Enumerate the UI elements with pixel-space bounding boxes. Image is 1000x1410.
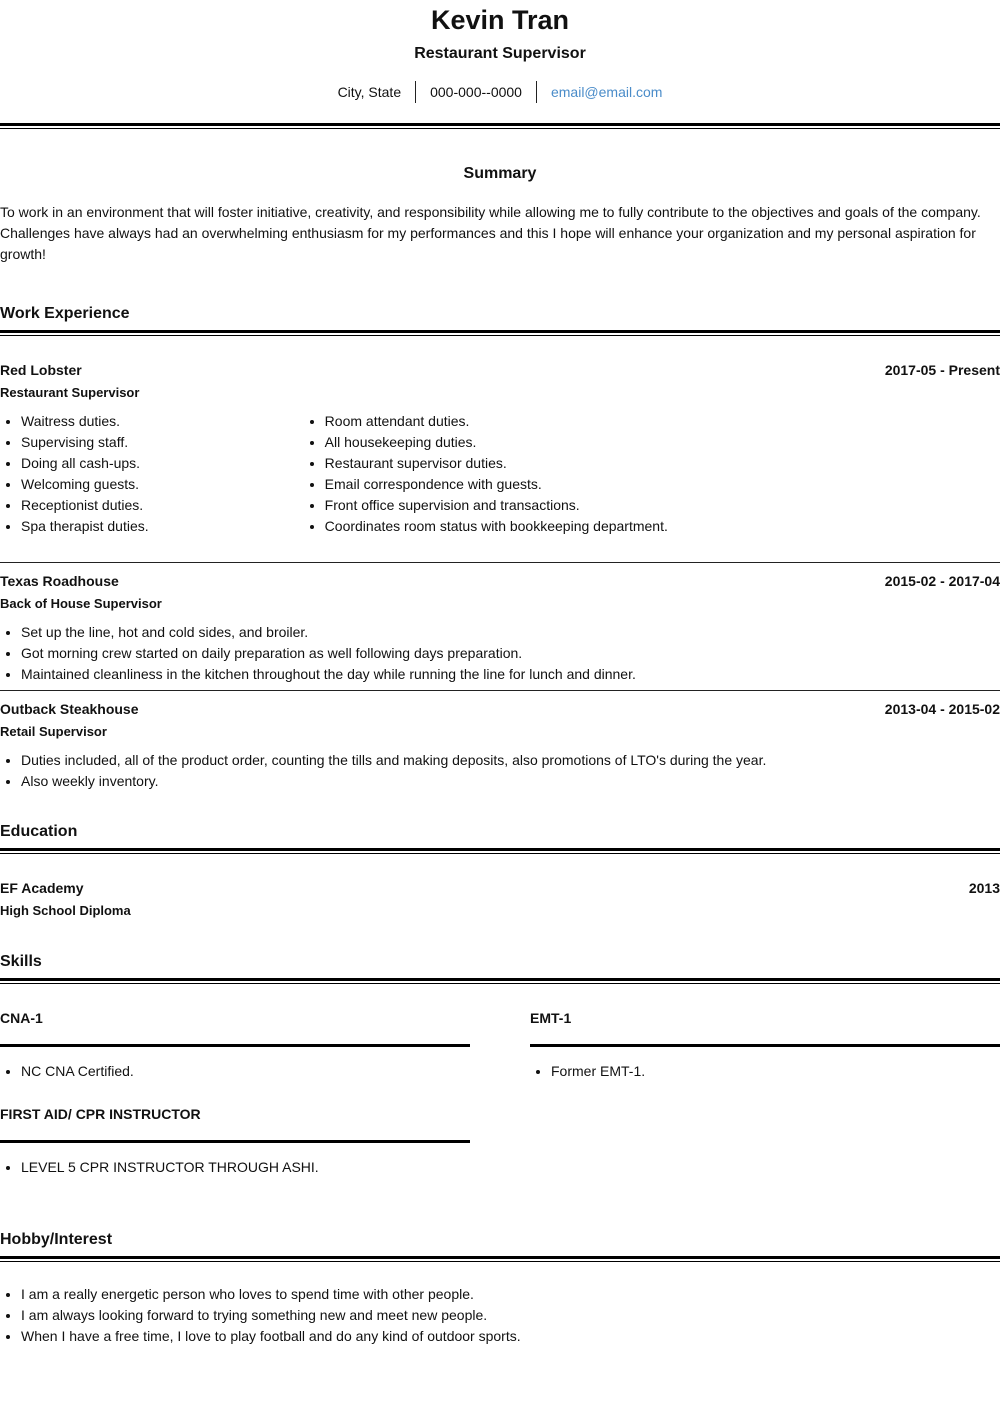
list-item: • Duties included, all of the product order, counting the tills and making deposits, also promotions of LTO's during the year. [21,750,1000,771]
list-item: • Set up the line, hot and cold sides, and broiler. [21,622,1000,643]
job-dates: 2015-02 - 2017-04 [884,573,1000,589]
list-item: • Former EMT-1. [551,1061,1000,1082]
job-dates: 2013-04 - 2015-02 [884,701,1000,717]
section-divider [0,848,1000,854]
list-item: • Coordinates room status with bookkeeping department. [325,516,1000,537]
skills-grid [0,1104,1000,1178]
skill-divider [0,1140,470,1143]
job-entry [0,699,1000,792]
bullet-list-right [304,411,1000,537]
skill-divider [0,1044,470,1047]
bullet-list [0,750,1000,792]
job-bullets [0,403,1000,537]
job-divider [0,690,1000,691]
job-header [0,699,1000,719]
list-item: • All housekeeping duties. [325,432,1000,453]
section-divider [0,978,1000,984]
skill-entry [0,1008,470,1082]
list-item: • Waitress duties. [21,411,304,432]
header-divider [0,123,1000,129]
list-item: • I am a really energetic person who loves to spend time with other people. [21,1284,1000,1305]
list-item: • Maintained cleanliness in the kitchen throughout the day while running the line for lunch and dinner. [21,664,1000,685]
school-name: EF Academy [0,880,84,896]
job-role: Back of House Supervisor [0,596,162,611]
list-item: • Supervising staff. [21,432,304,453]
job-divider [0,562,1000,563]
skill-details [0,1157,470,1178]
resume-header [0,0,1000,103]
list-item: • Got morning crew started on daily preparation as well following days preparation. [21,643,1000,664]
job-role: Restaurant Supervisor [0,385,140,400]
list-item: • Welcoming guests. [21,474,304,495]
skills-heading: Skills [0,953,42,970]
degree-name: High School Diploma [0,903,131,918]
list-item: • When I have a free time, I love to play football and do any kind of outdoor sports. [21,1326,1000,1347]
education-heading: Education [0,823,78,840]
hobby-heading: Hobby/Interest [0,1231,113,1248]
skills-grid [0,1008,1000,1082]
list-item: • LEVEL 5 CPR INSTRUCTOR THROUGH ASHI. [21,1157,470,1178]
company-name: Texas Roadhouse [0,573,119,589]
bullet-list-left [0,411,304,537]
list-item: • I am always looking forward to trying something new and meet new people. [21,1305,1000,1326]
hobby-list [0,1284,1000,1347]
section-divider [0,330,1000,336]
skill-name: FIRST AID/ CPR INSTRUCTOR [0,1106,201,1122]
education-entry [0,878,1000,921]
education-year: 2013 [968,880,1000,896]
skill-entry [0,1104,470,1178]
job-header [0,571,1000,591]
work-experience-heading: Work Experience [0,305,130,322]
job-entry [0,571,1000,685]
list-item: • NC CNA Certified. [21,1061,470,1082]
summary-heading: Summary [463,165,537,182]
job-header [0,360,1000,380]
company-name: Red Lobster [0,362,82,378]
list-item: • Spa therapist duties. [21,516,304,537]
list-item: • Front office supervision and transactions. [325,495,1000,516]
candidate-name: Kevin Tran [430,5,570,35]
job-dates: 2017-05 - Present [884,362,1000,378]
list-item: • Room attendant duties. [325,411,1000,432]
skill-entry [530,1008,1000,1082]
job-role: Retail Supervisor [0,724,107,739]
education-header [0,878,1000,898]
skill-name: EMT-1 [530,1010,572,1026]
list-item: • Email correspondence with guests. [325,474,1000,495]
summary-text: To work in an environment that will foster initiative, creativity, and responsibility while allowing me to fully contribute to the objectives and goals of the company. Challenges have always had an overwhelming enthusiasm for my performances and this I hope will enhance your organization and my personal aspiration for growth! [0,204,981,262]
contact-info [0,81,1000,103]
skill-divider [530,1044,1000,1047]
company-name: Outback Steakhouse [0,701,139,717]
list-item: • Restaurant supervisor duties. [325,453,1000,474]
bullet-list [0,622,1000,685]
list-item: • Doing all cash-ups. [21,453,304,474]
list-item: • Receptionist duties. [21,495,304,516]
candidate-title: Restaurant Supervisor [414,45,586,62]
skill-details [530,1061,1000,1082]
list-item: • Also weekly inventory. [21,771,1000,792]
location-text: City, State [337,84,402,100]
skill-name: CNA-1 [0,1010,43,1026]
phone-text: 000-000--0000 [430,84,522,100]
section-divider [0,1256,1000,1262]
skill-details [0,1061,470,1082]
job-entry [0,360,1000,537]
email-link[interactable]: email@email.com [550,84,663,100]
